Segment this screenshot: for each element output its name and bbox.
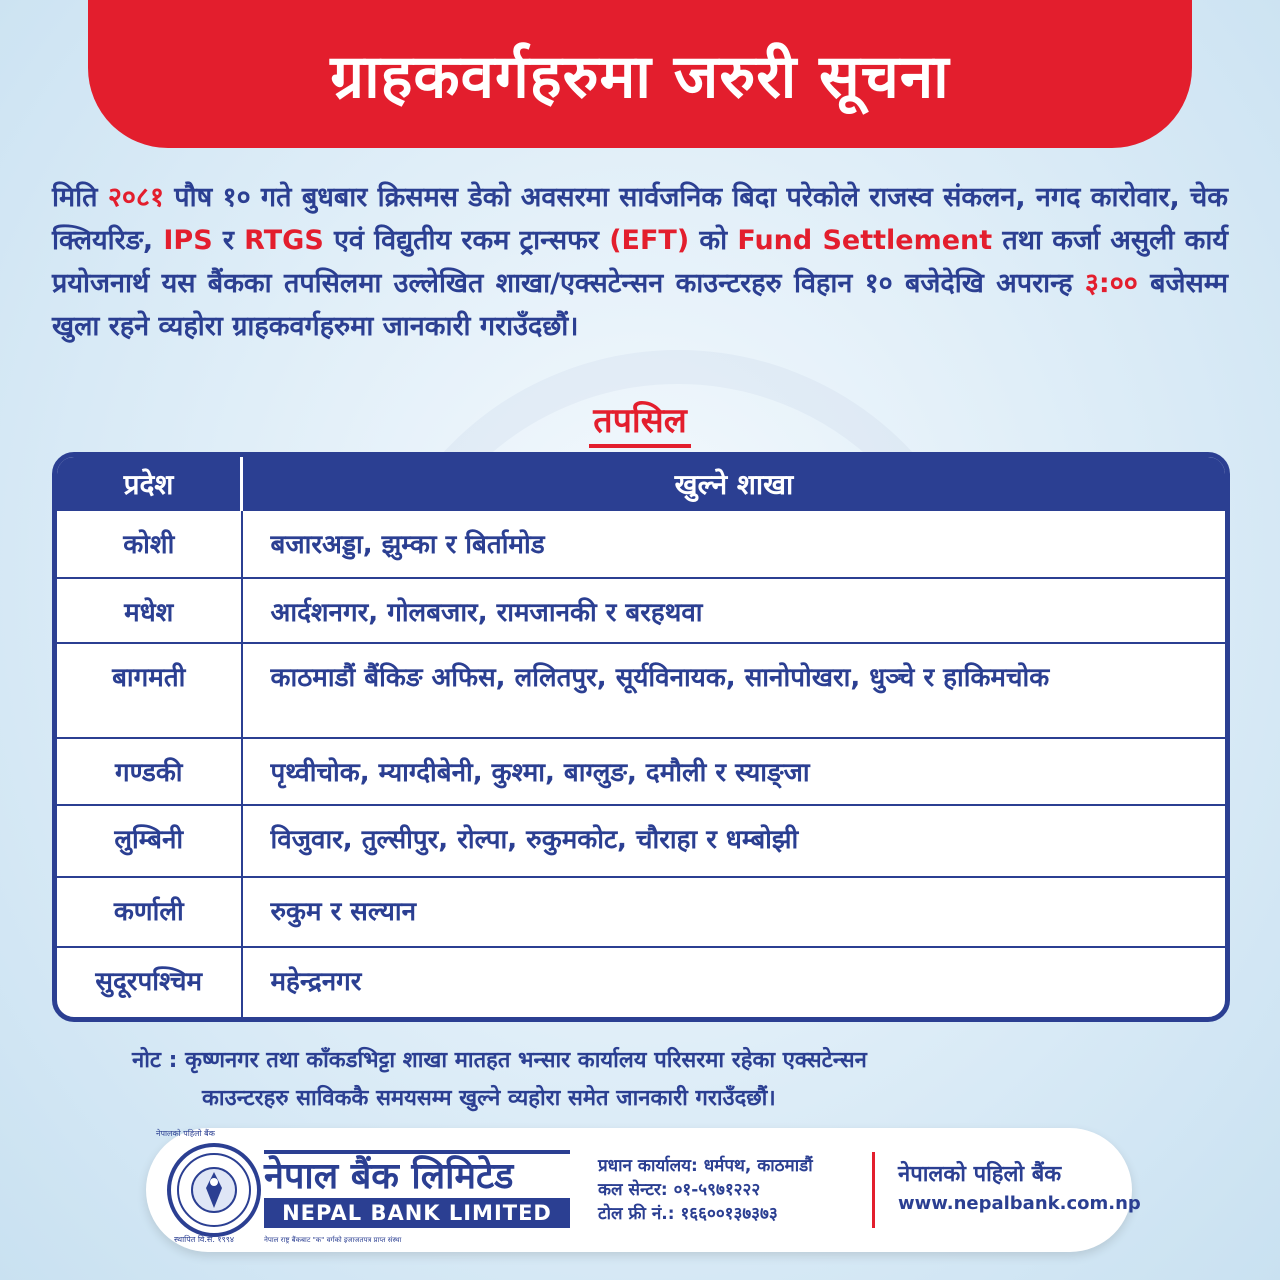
- seal-bottom-text: स्थापित वि.सं. १९९४: [174, 1235, 235, 1244]
- header-province: प्रदेश: [57, 457, 242, 511]
- notice-eft: (EFT): [609, 225, 690, 256]
- head-office-text: प्रधान कार्यालय: धर्मपथ, काठमाडौं: [598, 1156, 813, 1176]
- notice-text: मिति: [52, 182, 108, 213]
- branches-cell: रुकुम र सल्यान: [242, 877, 1226, 947]
- notice-fund-settlement: Fund Settlement: [737, 225, 993, 256]
- table-row: [57, 947, 1225, 1017]
- notice-text: को: [689, 225, 738, 256]
- bank-seal-logo: [166, 1142, 262, 1238]
- province-cell: सुदूरपश्चिम: [57, 947, 242, 1017]
- call-center-text: कल सेन्टर: ०१-५९७१२२२: [598, 1180, 761, 1200]
- notice-time: ३:००: [1084, 268, 1138, 299]
- footer-divider: [872, 1152, 875, 1228]
- table-header-row: [57, 457, 1225, 511]
- footer-bar: [146, 1128, 1141, 1252]
- notice-text: तथा कर्जा असुली कार्य प्रयोजनार्थ यस बैंकका तपसिलमा उल्लेखित शाखा/एक्सटेन्सन काउन्टरहरु विहान १० बजेदेखि अपरान्ह: [52, 225, 1229, 299]
- notice-paragraph: [52, 176, 1228, 348]
- table-row: [57, 877, 1225, 947]
- note-text: [132, 1042, 1172, 1118]
- notice-text: एवं विद्युतीय रकम ट्रान्सफर: [323, 225, 610, 256]
- branches-cell: पृथ्वीचोक, म्याग्दीबेनी, कुश्मा, बाग्लुङ, दमौली र स्याङ्जा: [242, 738, 1226, 805]
- note-line-1: नोट : कृष्णनगर तथा काँकडभिट्टा शाखा मातहत भन्सार कार्यालय परिसरमा रहेका एक्सटेन्सन: [132, 1048, 867, 1073]
- website-link[interactable]: www.nepalbank.com.np: [898, 1193, 1141, 1214]
- province-cell: बागमती: [57, 643, 242, 738]
- bank-wordmark: [264, 1150, 570, 1234]
- branches-cell: विजुवार, तुल्सीपुर, रोल्पा, रुकुमकोट, चौराहा र धम्बोझी: [242, 805, 1226, 877]
- brand-slogan: नेपालको पहिलो बैंक: [898, 1162, 1062, 1187]
- logo-nepali-name: नेपाल बैंक लिमिटेड: [264, 1150, 570, 1200]
- branch-table: [57, 457, 1225, 1017]
- contact-info: [598, 1154, 813, 1226]
- branches-cell: आर्दशनगर, गोलबजार, रामजानकी र बरहथवा: [242, 578, 1226, 643]
- branches-cell: बजारअड्डा, झुम्का र बिर्तामोड: [242, 511, 1226, 578]
- header-branches: खुल्ने शाखा: [242, 457, 1226, 511]
- table-row: [57, 805, 1225, 877]
- schedule-heading: तपसिल: [589, 396, 691, 448]
- notice-text: र: [212, 225, 245, 256]
- schedule-heading-wrap: [0, 396, 1280, 448]
- province-cell: कर्णाली: [57, 877, 242, 947]
- table-row: [57, 511, 1225, 578]
- banner-title: ग्राहकवर्गहरुमा जरुरी सूचना: [330, 42, 950, 112]
- branch-table-container: [52, 452, 1230, 1022]
- table-row: [57, 738, 1225, 805]
- table-row: [57, 578, 1225, 643]
- brand-info: [898, 1160, 1141, 1218]
- logo-tagline: नेपाल राष्ट्र बैंकबाट "क" वर्गको इजाजतपत्र प्राप्त संस्था: [264, 1236, 402, 1244]
- notice-date: २०८१: [107, 182, 164, 213]
- notice-text: पौष १० गते बुधबार क्रिसमस डेको अवसरमा सार्वजनिक बिदा परेकोले राजस्व संकलन, नगद कारोवार, चेक क्लियरिङ,: [52, 182, 1228, 256]
- logo-english-name: NEPAL BANK LIMITED: [264, 1198, 570, 1228]
- note-line-2: काउन्टरहरु साविककै समयसम्म खुल्ने व्यहोरा समेत जानकारी गराउँदछौं।: [202, 1086, 776, 1111]
- province-cell: लुम्बिनी: [57, 805, 242, 877]
- seal-top-text: नेपालको पहिलो बैंक: [156, 1129, 215, 1138]
- notice-rtgs: RTGS: [244, 225, 324, 256]
- branches-cell: महेन्द्रनगर: [270, 967, 362, 997]
- toll-free-text: टोल फ्री नं.: १६६००१३७३७३: [598, 1204, 778, 1224]
- province-cell: गण्डकी: [57, 738, 242, 805]
- notice-ips: IPS: [163, 225, 213, 256]
- notice-text: बजेसम्म खुला रहने व्यहोरा ग्राहकवर्गहरुमा जानकारी गराउँदछौं।: [52, 268, 1228, 342]
- branches-cell: काठमाडौं बैंकिङ अफिस, ललितपुर, सूर्यविनायक, सानोपोखरा, धुञ्चे र हाकिमचोक: [242, 643, 1226, 738]
- province-cell: कोशी: [57, 511, 242, 578]
- table-row: [57, 643, 1225, 738]
- notice-banner: [88, 0, 1192, 148]
- province-cell: मधेश: [57, 578, 242, 643]
